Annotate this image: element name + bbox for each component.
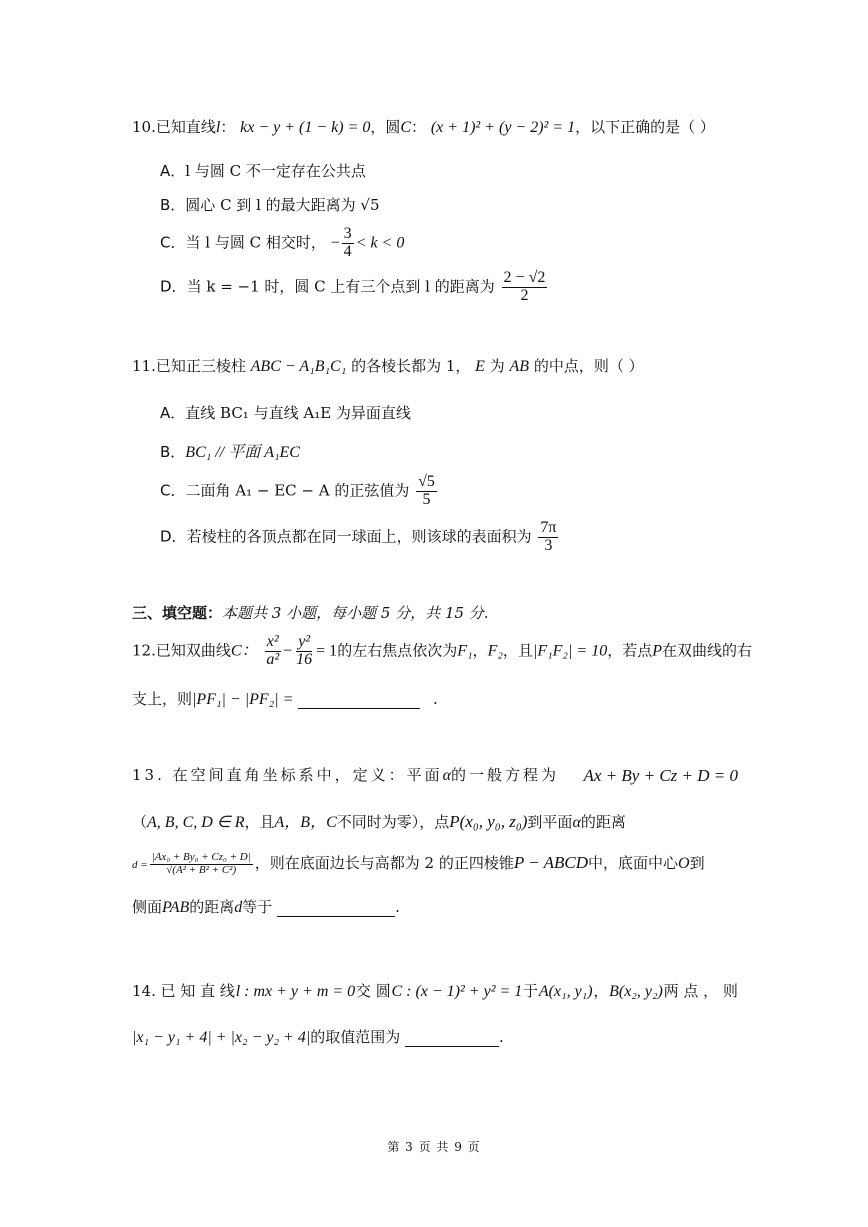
q10-stem-text: 10.已知直线 (132, 118, 216, 136)
q10-option-a-text: l 与圆 C 不一定存在公共点 (185, 162, 366, 180)
q10-circle-label: ，圆 (370, 118, 401, 136)
q10-circle-equation: (x + 1)² + (y − 2)² = 1 (430, 119, 576, 136)
q10-option-a-label: A． (160, 162, 186, 180)
q13-alpha-2: α (572, 814, 581, 831)
q13-alpha: α (442, 767, 452, 784)
q12-stem-line-2 (132, 690, 438, 709)
q10-option-d (160, 270, 549, 305)
q10-option-d-fraction (502, 270, 548, 305)
q13-formula-num: |Ax₀ + By₀ + Cz₀ + D| (151, 851, 251, 863)
q12-expression: |PF₁| − |PF₂| = (192, 691, 294, 708)
q10-option-a (160, 162, 366, 180)
q10-stem (132, 118, 715, 137)
q14-point-b: B(x₂, y₂) (609, 983, 663, 1000)
q13-equals: 等于 (242, 898, 273, 916)
q13-d-lhs: d = (132, 859, 148, 872)
q11-option-c (160, 474, 439, 509)
q11-point-e: E (475, 358, 485, 375)
q11-option-c-fraction (416, 474, 437, 509)
q12-stem-line-1 (132, 634, 752, 669)
q12-frac-x-den: a² (266, 650, 280, 668)
q11-option-d-label: D． (160, 527, 187, 546)
q12-period: . (432, 690, 438, 708)
q12-focal-distance: |F₁F₂| = 10 (532, 642, 608, 660)
q12-on-right: 在双曲线的右 (661, 641, 752, 660)
q14-at: 于 (523, 982, 539, 1000)
q10-option-c-range: < k < 0 (355, 234, 405, 252)
q12-equals-one: = 1 (316, 642, 338, 660)
q13-answer-blank[interactable] (277, 900, 395, 917)
q12-foci-text: 的左右焦点依次为 (337, 641, 458, 660)
q12-fraction-y (294, 634, 314, 669)
q11-option-c-frac-num: √5 (418, 473, 435, 490)
q10-colon-2: ： (411, 118, 427, 136)
q13-center-o: O (678, 855, 690, 873)
q11-prism: ABC − A₁B₁C₁ (250, 358, 347, 375)
q10-option-d-frac-den: 2 (520, 286, 529, 304)
q10-option-d-text: 当 k = −1 时，圆 C 上有三个点到 l 的距离为 (186, 277, 495, 296)
q11-option-c-text: 二面角 A₁ − EC − A 的正弦值为 (185, 481, 410, 500)
q10-option-c-fraction (342, 226, 354, 261)
q13-to: 到 (689, 854, 705, 873)
q12-fraction-x (264, 634, 281, 669)
q14-period: . (499, 1028, 504, 1046)
q11-option-b-text: BC₁ // 平面 A₁EC (185, 444, 300, 461)
q13-line-2 (132, 812, 626, 832)
q11-option-c-label: C． (160, 481, 186, 500)
q10-line-equation: kx − y + (1 − k) = 0 (240, 119, 371, 136)
q10-option-b-label: B． (160, 196, 186, 214)
q12-answer-blank[interactable] (298, 692, 420, 709)
q14-answer-blank[interactable] (405, 1030, 499, 1047)
q10-option-c-minus: − (330, 234, 340, 252)
q10-stem-end: ，以下正确的是（ ） (575, 118, 715, 136)
q11-is: 为 (489, 357, 505, 375)
q13-formula-den: √(A² + B² + C²) (166, 863, 237, 876)
q13-distance-formula (150, 852, 253, 876)
q12-minus: − (283, 642, 293, 660)
q10-option-b (160, 196, 380, 214)
q14-line-equation: l : mx + y + m = 0 (235, 983, 356, 1000)
q11-option-b-label: B． (160, 443, 186, 461)
q10-option-c-frac-den: 4 (343, 242, 352, 260)
q11-option-a-text: 直线 BC₁ 与直线 A₁E 为异面直线 (185, 404, 411, 422)
q11-option-d-text: 若棱柱的各顶点都在同一球面上，则该球的表面积为 (186, 527, 532, 546)
q13-general-eq-label: 的一般方程为 (451, 766, 560, 784)
q10-line-symbol: l (215, 119, 221, 136)
q11-stem-end: 的中点，则（ ） (533, 357, 644, 375)
q13-to-plane: 到平面 (527, 813, 573, 831)
q11-stem-text: 11.已知正三棱柱 (132, 357, 246, 375)
q12-curve-name: C： (230, 642, 258, 660)
q12-frac-y-den: 16 (296, 650, 313, 668)
q11-option-d-frac-num: 7π (540, 519, 557, 536)
q10-circle-symbol: C (400, 119, 412, 136)
q14-line-1 (132, 982, 738, 1001)
q13-plane-equation: Ax + By + Cz + D = 0 (583, 766, 738, 785)
q11-edge-text: 的各棱长都为 1， (351, 357, 471, 375)
q10-option-c-frac-num: 3 (343, 225, 352, 242)
q14-circle-equation: C : (x − 1)² + y² = 1 (391, 983, 523, 1000)
q11-option-d (160, 520, 560, 555)
q12-if-point: ，若点 (607, 641, 653, 660)
q14-line-2 (132, 1028, 504, 1047)
q12-f1: F₁ (457, 642, 473, 660)
q13-pyramid: P − ABCD (513, 853, 588, 873)
q12-point-p: P (652, 642, 662, 660)
q10-option-c (160, 226, 404, 261)
q11-option-d-fraction (538, 520, 558, 555)
q10-option-b-text: 圆心 C 到 l 的最大距离为 √5 (185, 196, 380, 214)
q13-line-3 (132, 852, 705, 876)
q13-distance: 的距离 (189, 898, 235, 916)
q13-line-1-text (132, 766, 559, 786)
q13-center-text: 中，底面中心 (587, 854, 678, 873)
q11-option-c-frac-den: 5 (422, 490, 431, 508)
q14-intro: 14. 已 知 直 线 (132, 982, 235, 1000)
q12-frac-x-num: x² (266, 633, 279, 650)
q11-option-b (160, 443, 300, 462)
q13-point: P(x₀, y₀, z₀) (449, 812, 528, 831)
q13-not-zero: 不同时为零），点 (336, 813, 450, 831)
q10-option-c-text: 当 l 与圆 C 相交时， (185, 233, 326, 252)
q14-point-a: A(x₁, y₁) (538, 983, 593, 1000)
q10-option-c-label: C． (160, 233, 186, 252)
q13-line-1 (132, 766, 738, 786)
q13-intro: 13. 在空间直角坐标系中，定义：平面 (132, 766, 443, 784)
q14-two-points: 两 点 ， 则 (663, 982, 738, 1000)
q13-abc: A，B，C (274, 814, 337, 831)
section-3-title: 三、填空题： (132, 604, 223, 622)
q10-option-d-frac-num: 2 − √2 (503, 269, 546, 286)
q13-side-face: 侧面 (132, 898, 163, 916)
q12-stem-text: 12.已知双曲线 (132, 641, 231, 660)
q14-intersect: 交 圆 (355, 982, 391, 1000)
q11-option-d-frac-den: 3 (544, 536, 553, 554)
q12-f2: F₂ (487, 642, 503, 660)
q13-face-pab: PAB (162, 899, 190, 916)
q13-set: A, B, C, D ∈ R (147, 814, 245, 831)
q11-stem (132, 357, 644, 376)
q11-segment-ab: AB (509, 358, 530, 375)
q11-option-a-label: A． (160, 404, 186, 422)
q13-distance-label: 的距离 (580, 813, 626, 831)
q12-frac-y-num: y² (298, 633, 311, 650)
q14-expression: |x₁ − y₁ + 4| + |x₂ − y₂ + 4| (132, 1029, 311, 1046)
q14-comma: ， (593, 982, 609, 1000)
q10-colon: ： (220, 118, 236, 136)
q12-comma: ， (472, 641, 488, 660)
q12-branch-text: 支上，则 (132, 690, 193, 708)
q13-paren-open: （ (132, 813, 148, 831)
q12-and: ，且 (502, 641, 533, 660)
q10-option-d-label: D． (160, 277, 187, 296)
q13-pyramid-text: ，则在底面边长与高都为 2 的正四棱锥 (254, 854, 514, 873)
q13-period: . (395, 898, 400, 916)
q11-option-a (160, 404, 411, 422)
q13-d-var: d (234, 899, 243, 916)
section-3-heading (132, 604, 489, 622)
q13-and: ，且 (244, 813, 275, 831)
section-3-description: 本题共 3 小题，每小题 5 分，共 15 分. (222, 604, 489, 622)
q13-line-4 (132, 898, 400, 917)
q14-range-text: 的取值范围为 (310, 1028, 401, 1046)
page-footer: 第 3 页 共 9 页 (387, 1140, 481, 1154)
